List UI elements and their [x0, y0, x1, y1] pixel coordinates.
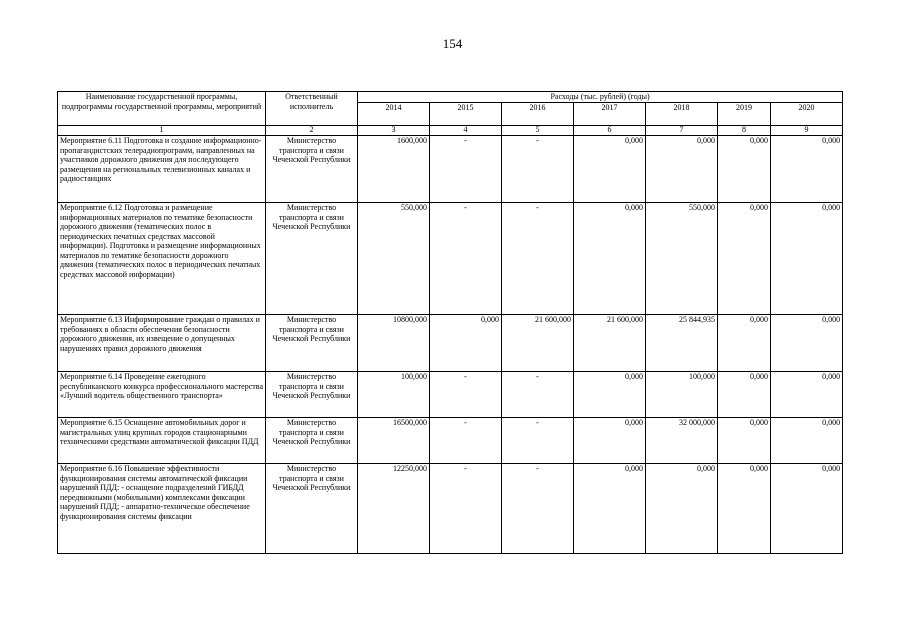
table-row [58, 464, 843, 554]
value-2020: 0,000 [771, 372, 843, 418]
column-number: 9 [771, 126, 843, 136]
value-2020: 0,000 [771, 315, 843, 372]
value-2017: 0,000 [574, 136, 646, 203]
expenses-table [57, 91, 843, 554]
measure-name: Мероприятие 6.14 Проведение ежегодного республиканского конкурса профессионального мастерства «Лучший водитель общественного транспорта» [58, 372, 266, 418]
column-number: 7 [646, 126, 718, 136]
value-2016: - [502, 464, 574, 554]
value-2015: - [430, 372, 502, 418]
table-row [58, 315, 843, 372]
executor: Министерство транспорта и связи Чеченской Республики [266, 372, 358, 418]
value-2019: 0,000 [718, 203, 771, 315]
executor: Министерство транспорта и связи Чеченской Республики [266, 418, 358, 464]
table-row [58, 203, 843, 315]
header-expenses: Расходы (тыс. рублей) (годы) [358, 92, 843, 103]
value-2020: 0,000 [771, 203, 843, 315]
value-2017: 0,000 [574, 203, 646, 315]
executor: Министерство транспорта и связи Чеченской Республики [266, 464, 358, 554]
value-2019: 0,000 [718, 464, 771, 554]
value-2018: 25 844,935 [646, 315, 718, 372]
value-2019: 0,000 [718, 315, 771, 372]
value-2016: - [502, 136, 574, 203]
column-number: 3 [358, 126, 430, 136]
value-2014: 12250,000 [358, 464, 430, 554]
column-number: 1 [58, 126, 266, 136]
value-2018: 100,000 [646, 372, 718, 418]
value-2014: 10800,000 [358, 315, 430, 372]
header-row-top [58, 92, 843, 103]
measure-name: Мероприятие 6.13 Информирование граждан о правилах и требованиях в области обеспечения безопасности дорожного движения, их извещение о допущенных нарушениях правил дорожного движения [58, 315, 266, 372]
value-2015: - [430, 136, 502, 203]
table-row [58, 372, 843, 418]
value-2019: 0,000 [718, 136, 771, 203]
value-2017: 0,000 [574, 464, 646, 554]
value-2017: 0,000 [574, 372, 646, 418]
column-number-row [58, 126, 843, 136]
value-2018: 32 000,000 [646, 418, 718, 464]
column-number: 5 [502, 126, 574, 136]
value-2016: - [502, 418, 574, 464]
value-2017: 21 600,000 [574, 315, 646, 372]
header-year: 2015 [430, 103, 502, 126]
value-2014: 550,000 [358, 203, 430, 315]
header-year: 2017 [574, 103, 646, 126]
table-row [58, 136, 843, 203]
column-number: 6 [574, 126, 646, 136]
header-year: 2014 [358, 103, 430, 126]
header-name: Наименование государственной программы, подпрограммы государственной программы, мероприятий [58, 92, 266, 126]
column-number: 4 [430, 126, 502, 136]
value-2018: 0,000 [646, 464, 718, 554]
measure-name: Мероприятие 6.16 Повышение эффективности функционирования системы автоматической фиксации нарушений ПДД: - оснащение подразделений ГИБДД передвижными (мобильными) комплексами фиксации нарушений ПДД; - аппаратно-техническое обеспечение функционирования системы фиксации [58, 464, 266, 554]
value-2015: 0,000 [430, 315, 502, 372]
value-2018: 0,000 [646, 136, 718, 203]
value-2017: 0,000 [574, 418, 646, 464]
value-2020: 0,000 [771, 464, 843, 554]
header-year: 2016 [502, 103, 574, 126]
header-year: 2020 [771, 103, 843, 126]
header-year: 2019 [718, 103, 771, 126]
value-2014: 1600,000 [358, 136, 430, 203]
value-2019: 0,000 [718, 418, 771, 464]
value-2019: 0,000 [718, 372, 771, 418]
value-2015: - [430, 418, 502, 464]
column-number: 8 [718, 126, 771, 136]
value-2016: - [502, 203, 574, 315]
column-number: 2 [266, 126, 358, 136]
executor: Министерство транспорта и связи Чеченской Республики [266, 136, 358, 203]
value-2020: 0,000 [771, 136, 843, 203]
measure-name: Мероприятие 6.15 Оснащение автомобильных дорог и магистральных улиц крупных городов стационарными техническими средствами автоматической фиксации ПДД [58, 418, 266, 464]
executor: Министерство транспорта и связи Чеченской Республики [266, 315, 358, 372]
value-2015: - [430, 464, 502, 554]
value-2016: - [502, 372, 574, 418]
table-row [58, 418, 843, 464]
value-2014: 16500,000 [358, 418, 430, 464]
value-2020: 0,000 [771, 418, 843, 464]
value-2015: - [430, 203, 502, 315]
header-executor: Ответственный исполнитель [266, 92, 358, 126]
page-number: 154 [442, 36, 463, 51]
value-2016: 21 600,000 [502, 315, 574, 372]
header-year: 2018 [646, 103, 718, 126]
executor: Министерство транспорта и связи Чеченской Республики [266, 203, 358, 315]
value-2014: 100,000 [358, 372, 430, 418]
measure-name: Мероприятие 6.12 Подготовка и размещение информационных материалов по тематике безопасности дорожного движения (тематических полос в периодических печатных средствах массовой информации). Подготовка и размещение информационных материалов по тематике безопасности дорожного движения (тематических полос в периодических печатных средствах массовой информации) [58, 203, 266, 315]
measure-name: Мероприятие 6.11 Подготовка и создание информационно-пропагандистских телерадиопрограмм, направленных на участников дорожного движения для последующего размещения на региональных телевизионных каналах и радиостанциях [58, 136, 266, 203]
value-2018: 550,000 [646, 203, 718, 315]
